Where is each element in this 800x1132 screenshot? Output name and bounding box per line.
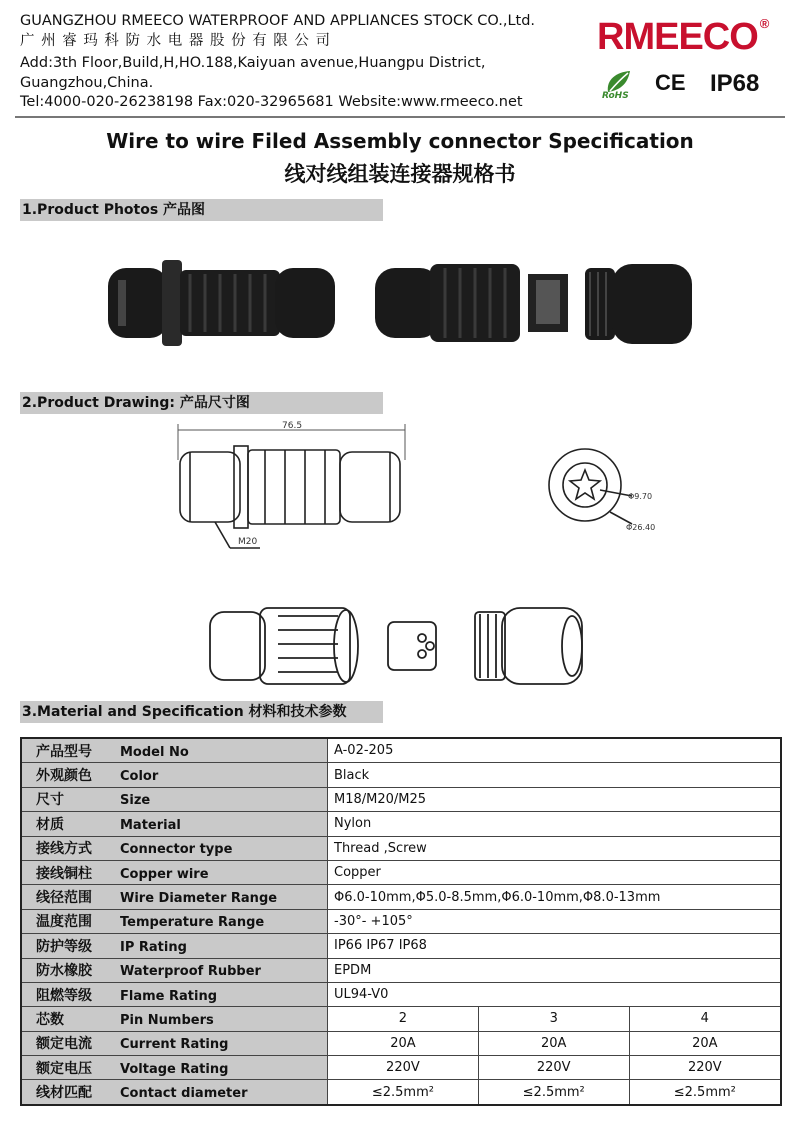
model-no-value: A-02-205: [328, 738, 782, 763]
row-label-cn: 产品型号: [36, 743, 92, 760]
table-row: [21, 787, 781, 811]
current-rating-value: 20A: [629, 1031, 781, 1055]
flame-rating-value: UL94-V0: [328, 982, 782, 1006]
row-label-cn: 外观颜色: [36, 768, 92, 785]
pin-count-value: 3: [478, 1007, 629, 1031]
inner-diameter-label: Φ9.70: [628, 492, 653, 501]
copper-wire-value: Copper: [328, 860, 782, 884]
row-label-cn: 线材匹配: [36, 1085, 92, 1102]
table-row: [21, 836, 781, 860]
table-row: [21, 934, 781, 958]
rubber-value: EPDM: [328, 958, 782, 982]
table-row: [21, 1056, 781, 1080]
table-row: [21, 885, 781, 909]
row-label-en: Model No: [120, 744, 189, 760]
row-label-cn: 尺寸: [36, 792, 64, 809]
ip68-mark: IP68: [710, 70, 760, 97]
current-rating-value: 20A: [328, 1031, 479, 1055]
title-en: Wire to wire Filed Assembly connector Specification: [106, 129, 694, 153]
length-dimension: 76.5: [282, 421, 303, 431]
row-label-en: Copper wire: [120, 866, 209, 882]
rohs-label: RoHS: [602, 91, 629, 101]
section-product-drawing: 2.Product Drawing: 产品尺寸图: [20, 392, 383, 414]
table-row: [21, 812, 781, 836]
registered-mark: ®: [759, 16, 769, 31]
end-view-drawing: [540, 440, 670, 540]
row-label-cn: 额定电流: [36, 1036, 92, 1053]
row-label-en: Color: [120, 769, 159, 785]
row-label-cn: 温度范围: [36, 914, 92, 931]
header-divider: [15, 116, 785, 118]
pin-count-value: 4: [629, 1007, 781, 1031]
address-line-1: Add:3th Floor,Build,H,HO.188,Kaiyuan avenue,Huangpu District,: [20, 55, 486, 71]
table-row: [21, 909, 781, 933]
row-label-en: Connector type: [120, 842, 233, 858]
voltage-rating-value: 220V: [328, 1056, 479, 1080]
thread-label: M20: [238, 537, 258, 547]
spec-table: [20, 737, 782, 1106]
table-row: [21, 1031, 781, 1055]
row-label-cn: 防护等级: [36, 938, 92, 955]
pin-count-value: 2: [328, 1007, 479, 1031]
material-value: Nylon: [328, 812, 782, 836]
row-label-cn: 阻燃等级: [36, 987, 92, 1004]
voltage-rating-value: 220V: [629, 1056, 781, 1080]
temperature-value: -30°- +105°: [328, 909, 782, 933]
rohs-icon: [600, 68, 640, 104]
table-row: [21, 982, 781, 1006]
contact-line: Tel:4000-020-26238198 Fax:020-32965681 Website:www.rmeeco.net: [20, 94, 523, 110]
side-view-drawing: [170, 420, 420, 560]
voltage-rating-value: 220V: [478, 1056, 629, 1080]
row-label-en: Material: [120, 817, 181, 833]
table-row: [21, 958, 781, 982]
row-label-cn: 芯数: [36, 1011, 64, 1028]
current-rating-value: 20A: [478, 1031, 629, 1055]
size-value: M18/M20/M25: [328, 787, 782, 811]
address-line-2: Guangzhou,China.: [20, 75, 154, 91]
assembled-connector-photo: [108, 260, 335, 346]
row-label-en: Pin Numbers: [120, 1012, 214, 1028]
contact-diameter-value: ≤2.5mm²: [629, 1080, 781, 1105]
section-product-photos: 1.Product Photos 产品图: [20, 199, 383, 221]
table-row: [21, 763, 781, 787]
row-label-cn: 额定电压: [36, 1060, 92, 1077]
wire-diameter-value: Φ6.0-10mm,Φ5.0-8.5mm,Φ6.0-10mm,Φ8.0-13mm: [328, 885, 782, 909]
contact-diameter-value: ≤2.5mm²: [478, 1080, 629, 1105]
color-value: Black: [328, 763, 782, 787]
row-label-en: Waterproof Rubber: [120, 964, 261, 980]
company-name-en: GUANGZHOU RMEECO WATERPROOF AND APPLIANCES STOCK CO.,Ltd.: [20, 13, 536, 29]
table-row: [21, 738, 781, 763]
rmeeco-logo: [597, 16, 768, 59]
row-label-en: Size: [120, 793, 151, 809]
row-label-en: Contact diameter: [120, 1086, 248, 1102]
row-label-cn: 防水橡胶: [36, 963, 92, 980]
disassembled-connector-photo: [375, 264, 692, 344]
contact-diameter-value: ≤2.5mm²: [328, 1080, 479, 1105]
exploded-view-drawing: [200, 600, 600, 690]
row-label-cn: 线径范围: [36, 890, 92, 907]
table-row: [21, 860, 781, 884]
logo-text: RMEECO: [597, 16, 758, 58]
row-label-cn: 材质: [36, 816, 64, 833]
section-material-spec: 3.Material and Specification 材料和技术参数: [20, 701, 383, 723]
connector-type-value: Thread ,Screw: [328, 836, 782, 860]
row-label-en: Temperature Range: [120, 915, 265, 931]
row-label-en: Wire Diameter Range: [120, 891, 278, 907]
outer-diameter-label: Φ26.40: [626, 523, 656, 532]
row-label-en: Current Rating: [120, 1037, 229, 1053]
ce-mark: CE: [655, 70, 686, 95]
ip-rating-value: IP66 IP67 IP68: [328, 934, 782, 958]
row-label-cn: 接线方式: [36, 841, 92, 858]
company-name-cn: 广 州 睿 玛 科 防 水 电 器 股 份 有 限 公 司: [20, 33, 332, 49]
row-label-en: IP Rating: [120, 939, 187, 955]
row-label-en: Voltage Rating: [120, 1061, 229, 1077]
product-photos: [100, 250, 710, 360]
table-row: [21, 1080, 781, 1105]
table-row: [21, 1007, 781, 1031]
row-label-cn: 接线铜柱: [36, 865, 92, 882]
title-cn: 线对线组装连接器规格书: [284, 162, 516, 186]
row-label-en: Flame Rating: [120, 988, 218, 1004]
